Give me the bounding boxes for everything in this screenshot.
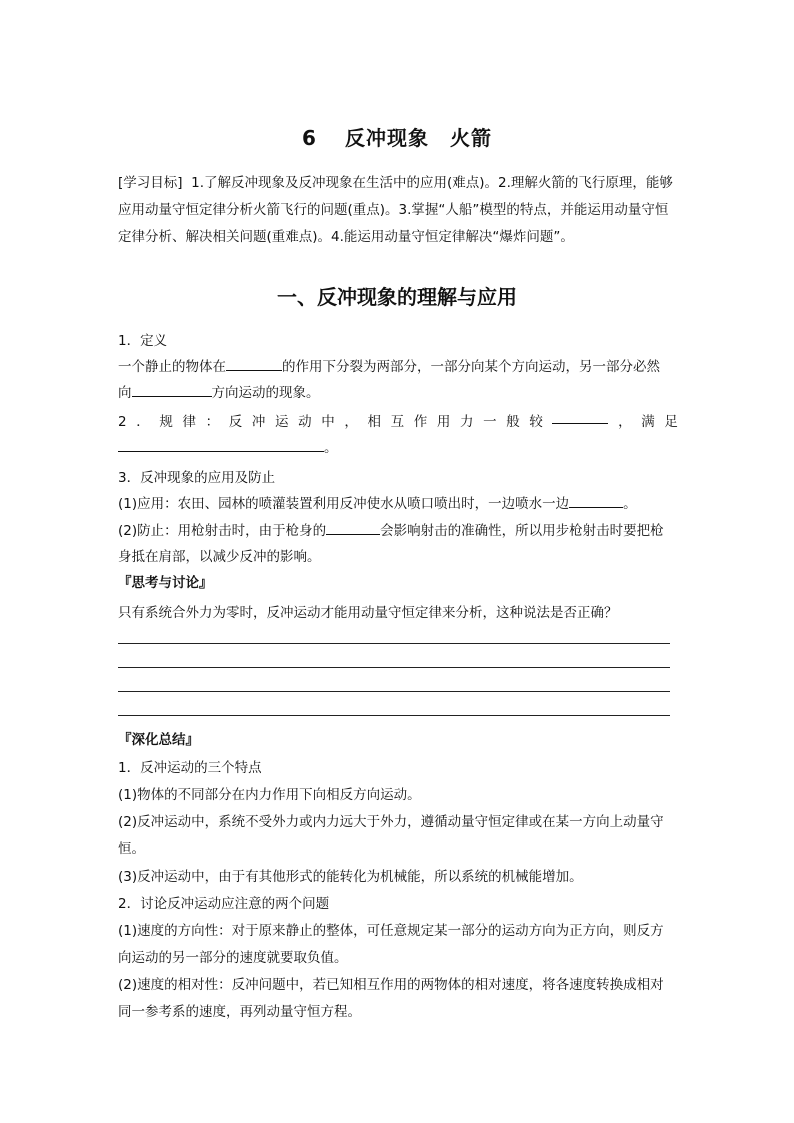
goals-text: 1.了解反冲现象及反冲现象在生活中的应用(难点)。2.理解火箭的飞行原理，能够应用动量守恒定律分析火箭飞行的问题(重点)。3.掌握“人船”模型的特点，并能运用动量守恒定律分析、解决相关问题(重难点)。4.能运用动量守恒定律解决“爆炸问题”。 <box>118 175 673 245</box>
discussion-question: 只有系统合外力为零时，反冲运动才能用动量守恒定律来分析，这种说法是否正确？ <box>118 605 618 621</box>
summary-heading: 『深化总结』 <box>118 732 199 748</box>
goals-label: [学习目标] <box>118 175 183 191</box>
fill-blank[interactable] <box>552 409 608 424</box>
answer-line[interactable] <box>118 715 670 716</box>
lesson-number: 6 <box>302 126 317 150</box>
summary-point-1-2: (2)反冲运动中，系统不受外力或内力远大于外力，遵循动量守恒定律或在某一方向上动量守 <box>118 814 664 830</box>
summary-point-1-2-cont: 恒。 <box>118 841 145 857</box>
discussion-heading: 『思考与讨论』 <box>118 575 213 591</box>
application-2-cont: 身抵在肩部，以减少反冲的影响。 <box>118 549 321 565</box>
page-title <box>0 122 794 151</box>
fill-blank[interactable] <box>132 382 212 397</box>
fill-blank[interactable] <box>569 493 623 508</box>
application-2: (2)防止：用枪射击时，由于枪身的 会影响射击的准确性，所以用步枪射击时要把枪 <box>118 518 678 544</box>
summary-point-2-1-cont: 向运动的另一部分的速度就要取负值。 <box>118 950 348 966</box>
learning-goals <box>118 170 678 251</box>
fill-blank[interactable] <box>326 520 380 535</box>
section-heading: 一、反冲现象的理解与应用 <box>277 285 517 309</box>
fill-blank[interactable] <box>226 356 282 371</box>
application-title: 3．反冲现象的应用及防止 <box>118 470 276 486</box>
lesson-title: 反冲现象 火箭 <box>344 126 492 150</box>
summary-point-2-2: (2)速度的相对性：反冲问题中，若已知相互作用的两物体的相对速度，将各速度转换成相对 <box>118 977 664 993</box>
summary-point-2-2-cont: 同一参考系的速度，再列动量守恒方程。 <box>118 1004 361 1020</box>
summary-point-1: 1．反冲运动的三个特点 <box>118 760 262 776</box>
summary-point-1-3: (3)反冲运动中，由于有其他形式的能转化为机械能，所以系统的机械能增加。 <box>118 869 583 885</box>
summary-point-2-1: (1)速度的方向性：对于原来静止的整体，可任意规定某一部分的运动方向为正方向，则反方 <box>118 923 664 939</box>
answer-line[interactable] <box>118 691 670 692</box>
answer-line[interactable] <box>118 667 670 668</box>
fill-blank[interactable] <box>118 437 324 452</box>
law-line: 2 ． 规 律 ： 反 冲 运 动 中 ， 相 互 作 用 力 一 般 较 ， 满 足 <box>118 409 678 435</box>
summary-point-2: 2．讨论反冲运动应注意的两个问题 <box>118 896 330 912</box>
application-1: (1)应用：农田、园林的喷灌装置利用反冲使水从喷口喷出时，一边喷水一边 。 <box>118 491 678 517</box>
definition-title: 1．定义 <box>118 333 168 349</box>
summary-point-1-1: (1)物体的不同部分在内力作用下向相反方向运动。 <box>118 787 421 803</box>
definition-line-2: 向 方向运动的现象。 <box>118 380 678 406</box>
answer-line[interactable] <box>118 643 670 644</box>
definition-line-1: 一个静止的物体在 的作用下分裂为两部分，一部分向某个方向运动，另一部分必然 <box>118 354 678 380</box>
law-line-2: 。 <box>118 435 678 461</box>
